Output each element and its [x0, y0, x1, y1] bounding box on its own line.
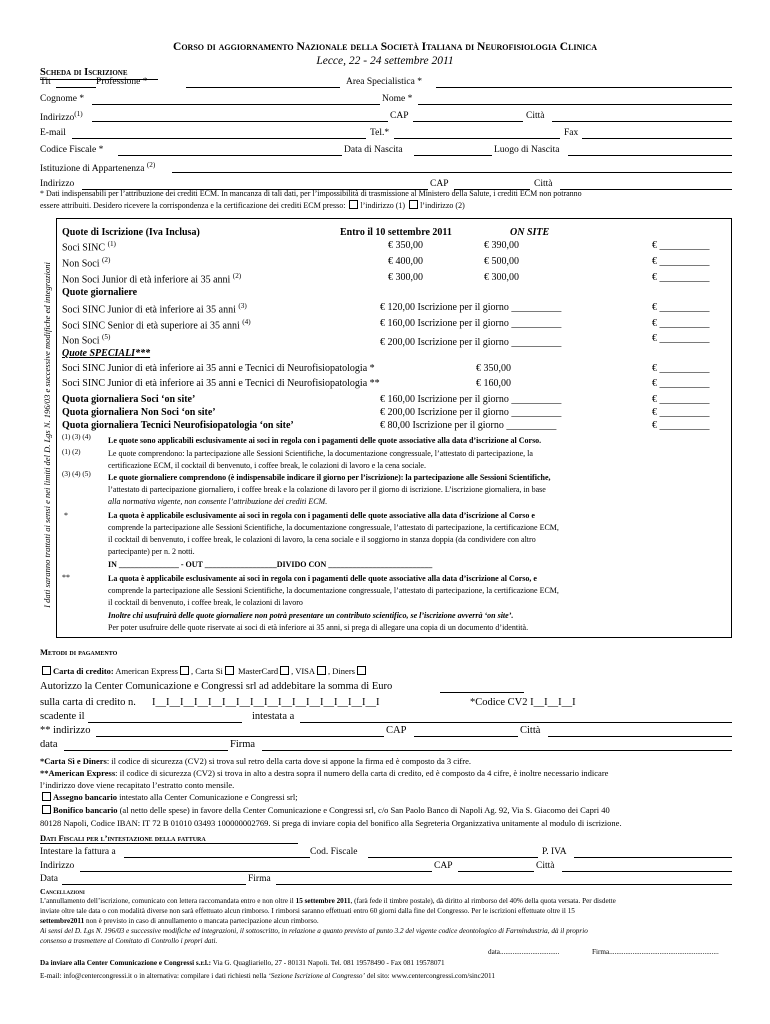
- note-text: Per poter usufruire delle quote riservate ai soci di età inferiore ai 35 anni, si prega di allegare una copia di un documento d’identità.: [108, 623, 529, 632]
- euro-field[interactable]: € __________: [652, 256, 710, 267]
- city-field[interactable]: [552, 121, 732, 122]
- cv2-note-cartasi: *Carta Sì e Diners: il codice di sicurezza (CV2) si trova sul retro della carta dove si appone la firma ed è composto da 3 cifre.: [40, 756, 471, 766]
- ecm-note-line2: essere attribuiti. Desidero ricevere la corrispondenza e la certificazione dei crediti ECM presso: l’indirizzo (1) l’indirizzo (2): [40, 201, 465, 210]
- special-row: Soci SINC Junior di età inferiore ai 35 anni e Tecnici di Neurofisiopatologia *: [62, 363, 375, 374]
- cancellation-text: inviate oltre tale data o con modalità diverse non sarà effettuato alcun rimborso. I rimborsi saranno effettuati entro 60 giorni dalla fine del Congresso. Per le iscrizioni effettuate oltre il 15: [40, 907, 575, 915]
- fax-label: Fax: [564, 128, 579, 138]
- surname-label: Cognome *: [40, 94, 85, 104]
- fee-nonsoci-onsite: € 500,00: [484, 256, 519, 267]
- institution-field[interactable]: [172, 172, 732, 173]
- note-marker: (1) (2): [62, 448, 81, 456]
- pay-date-field[interactable]: [64, 750, 228, 751]
- cartasi-checkbox[interactable]: [225, 666, 234, 675]
- note-text: partecipante) per n. 2 notti.: [108, 547, 195, 556]
- fee-row-non-soci: Non Soci $^{(2)}$: [62, 256, 111, 270]
- note-text: comprende la partecipazione alle Sessioni Scientifiche, la documentazione congressuale, l’attestato di partecipazione, la certificazione ECM,: [108, 586, 559, 595]
- city2-label: Città: [534, 179, 553, 189]
- birth-place-field[interactable]: [568, 155, 732, 156]
- euro-field[interactable]: € __________: [652, 363, 710, 374]
- email-field[interactable]: [72, 138, 366, 139]
- euro-field[interactable]: € __________: [652, 318, 710, 329]
- tel-field[interactable]: [394, 138, 560, 139]
- expiry-label: scadente il: [40, 711, 85, 722]
- registration-heading: Scheda di Iscrizione: [40, 67, 128, 78]
- invoice-taxcode-label: Cod. Fiscale: [310, 847, 358, 857]
- euro-field[interactable]: € __________: [652, 272, 710, 283]
- holder-field[interactable]: [300, 722, 732, 723]
- privacy-side-note: I dati saranno trattati ai sensi e nei limiti del D. Lgs N. 196/03 e successive modifiche ed integrazioni: [42, 262, 52, 608]
- invoice-cap-label: CAP: [434, 861, 453, 871]
- credit-card-options: Carta di credito: American Express , Carta Si MasterCard , VISA , Diners: [40, 666, 368, 676]
- fee-row-soci-sinc: Soci SINC $^{(1)}$: [62, 240, 116, 254]
- cv2-note-amex-2: l’indirizzo dove viene recapitato l’estratto conto mensile.: [40, 780, 235, 790]
- birth-place-label: Luogo di Nascita: [494, 145, 560, 155]
- room-sharing-fields[interactable]: IN _______________ - OUT __________________DIVIDO CON __________________________: [108, 560, 433, 569]
- euro-field[interactable]: € __________: [652, 378, 710, 389]
- profession-field[interactable]: [186, 87, 340, 88]
- col-onsite: ON SITE: [510, 227, 550, 238]
- special-price: € 160,00: [476, 378, 511, 389]
- special-row: Soci SINC Junior di età inferiore ai 35 anni e Tecnici di Neurofisiopatologia **: [62, 378, 380, 389]
- invoice-vat-field[interactable]: [574, 857, 732, 858]
- cv2-note-amex: **American Express: il codice di sicurezza (CV2) si trova in alto a destra sopra il numero della carta di credito, ed è composto da 4 cifre, è inoltre necessario indicare: [40, 768, 609, 778]
- note-marker: **: [62, 573, 70, 582]
- birth-date-field[interactable]: [414, 155, 492, 156]
- invoice-to-label: Intestare la fattura a: [40, 847, 116, 857]
- invoice-taxcode-field[interactable]: [368, 857, 538, 858]
- transfer-checkbox[interactable]: [42, 805, 51, 814]
- payment-heading: Metodi di pagamento: [40, 647, 118, 657]
- name-label: Nome *: [382, 94, 413, 104]
- invoice-to-field[interactable]: [124, 857, 310, 858]
- consent-date-field[interactable]: data.................................: [488, 948, 560, 956]
- daily-fees-heading: Quote giornaliere: [62, 287, 138, 298]
- note-text: La quota è applicabile esclusivamente ai soci in regola con i pagamenti delle quote associative alla data d’iscrizione al Corso e: [108, 511, 535, 520]
- tit-label: Tit: [40, 77, 51, 87]
- onsite-row: Quota giornaliera Non Soci ‘on site’: [62, 407, 216, 418]
- form-title: Corso di aggiornamento Nazionale della Società Italiana di Neurofisiologia Clinica: [173, 41, 597, 53]
- note-marker: (1) (3) (4): [62, 433, 91, 441]
- euro-field[interactable]: € __________: [652, 302, 710, 313]
- pay-cap-label: CAP: [386, 725, 407, 736]
- tit-field[interactable]: [56, 87, 96, 88]
- address1-checkbox[interactable]: [349, 200, 358, 209]
- privacy-consent-text: Ai sensi del D. Lgs N. 196/03 e successive modifiche ed integrazioni, il sottoscritto, in relazione a quanto previsto al punto 3.2 del vigente codice deontologico di Farmindustria, dà il proprio: [40, 927, 588, 935]
- cap-label: CAP: [390, 111, 409, 121]
- note-text: Inoltre chi usufruirà delle quote giornaliere non potrà presentare un contributo scientifico, se l’iscrizione avverrà ‘on site’.: [108, 611, 514, 620]
- pay-cap-field[interactable]: [414, 736, 518, 737]
- daily-row: Soci SINC Junior di età inferiore ai 35 anni $^{(3)}$: [62, 302, 247, 316]
- address2-checkbox[interactable]: [409, 200, 418, 209]
- name-field[interactable]: [418, 104, 732, 105]
- note-text: Le quote sono applicabili esclusivamente ai soci in regola con i pagamenti delle quote associative alla data d’iscrizione al Corso.: [108, 436, 542, 445]
- cheque-option: Assegno bancario intestato alla Center Comunicazione e Congressi srl;: [40, 792, 298, 802]
- note-marker: *: [64, 511, 68, 520]
- event-place-date: Lecce, 22 - 24 settembre 2011: [316, 55, 454, 67]
- city-label: Città: [526, 111, 545, 121]
- euro-field[interactable]: € __________: [652, 394, 710, 405]
- invoice-address-field[interactable]: [80, 871, 432, 872]
- authorize-text: Autorizzo la Center Comunicazione e Congressi srl ad addebitare la somma di Euro: [40, 681, 393, 692]
- invoice-address-label: Indirizzo: [40, 861, 75, 871]
- euro-field[interactable]: € __________: [652, 333, 710, 344]
- invoice-vat-label: P. IVA: [542, 847, 567, 857]
- tax-code-field[interactable]: [118, 155, 342, 156]
- transfer-option: Bonifico bancario (al netto delle spese) in favore della Center Comunicazione e Congressi srl, c/o San Paolo Banco di Napoli Ag. 92, Via S. Giacomo dei Capri 40: [40, 805, 732, 815]
- onsite-row: Quota giornaliera Soci ‘on site’: [62, 394, 196, 405]
- invoice-sign-label: Firma: [248, 874, 271, 884]
- note-text: certificazione ECM, il cocktail di benvenuto, i coffee break, le colazioni di lavoro e la cena sociale.: [108, 461, 426, 470]
- fee-junior-early: € 300,00: [388, 272, 423, 283]
- footer-address: Da inviare alla Center Comunicazione e Congressi s.r.l.: Via G. Quagliariello, 27 - 80131 Napoli. Tel. 081 19578490 - Fax 081 19578071: [40, 959, 445, 967]
- profession-label: Professione *: [96, 77, 148, 87]
- invoice-sign-field[interactable]: [276, 884, 732, 885]
- address2-label: Indirizzo: [40, 179, 75, 189]
- credit-card-checkbox[interactable]: [42, 666, 51, 675]
- onsite-price: € 200,00 Iscrizione per il giorno __________: [380, 407, 562, 418]
- cancellation-heading: Cancellazioni: [40, 887, 85, 896]
- cap-field[interactable]: [413, 121, 523, 122]
- note-text: l’attestato di partecipazione giornaliero, i coffee break e la colazione di lavoro per il giorno di iscrizione. L’iscrizione giornaliera, in base: [108, 485, 546, 494]
- note-text: comprende la partecipazione alle Sessioni Scientifiche, la documentazione congressuale, l’attestato di partecipazione, la certificazione ECM,: [108, 523, 559, 532]
- onsite-price: € 80,00 Iscrizione per il giorno __________: [380, 420, 557, 431]
- special-price: € 350,00: [476, 363, 511, 374]
- note-text: Le quote giornaliere comprendono (è indispensabile indicare il giorno per l’iscrizione): la partecipazione alle Sessioni Scientifiche,: [108, 473, 551, 482]
- privacy-consent-text: consenso a trasmettere al Comitato di Controllo i propri dati.: [40, 937, 218, 945]
- note-text: il cocktail di benvenuto, i coffee break, le colazioni di lavoro, la cena sociale e il soggiorno in stanza doppia (da condividere con altro: [108, 535, 536, 544]
- euro-field[interactable]: € __________: [652, 407, 710, 418]
- specialty-label: Area Specialistica *: [346, 77, 422, 87]
- address-field[interactable]: [92, 121, 388, 122]
- cancellation-text: L’annullamento dell’iscrizione, comunicato con lettera raccomandata entro e non oltre il 15 settembre 2011, (farà fede il timbre postale), dà diritto al rimborso del 40% della quota versata. Per disdette: [40, 897, 616, 905]
- transfer-iban: 80128 Napoli, Codice IBAN: IT 72 B 01010 03493 100000002769. Si prega di inviare copia del bonifico alla Segreteria Organizzativa unitamente al modulo di iscrizione.: [40, 818, 622, 828]
- email-label: E-mail: [40, 128, 66, 138]
- onsite-row: Quota giornaliera Tecnici Neurofisiopatologia ‘on site’: [62, 420, 294, 431]
- invoice-cap-field[interactable]: [458, 871, 534, 872]
- euro-field[interactable]: € __________: [652, 420, 710, 431]
- cv2-field[interactable]: *Codice CV2 I__I__I__I: [470, 697, 576, 708]
- note-text: Le quote comprendono: la partecipazione alle Sessioni Scientifiche, la documentazione congressuale, l’attestato di partecipazione, la: [108, 449, 533, 458]
- note-text: il cocktail di benvenuto, i coffee break, le colazioni di lavoro: [108, 598, 303, 607]
- daily-price: € 200,00 Iscrizione per il giorno __________: [380, 337, 562, 348]
- holder-label: intestata a: [252, 711, 295, 722]
- diners-checkbox[interactable]: [357, 666, 366, 675]
- daily-price: € 120,00 Iscrizione per il giorno __________: [380, 302, 562, 313]
- invoice-heading: Dati Fiscali per l’intestazione della fattura: [40, 833, 206, 843]
- note-marker: (3) (4) (5): [62, 470, 91, 478]
- card-number-field[interactable]: I__I__I__I__I__I__I__I__I__I__I__I__I__I__I__I__I: [152, 697, 380, 708]
- cap2-label: CAP: [430, 179, 449, 189]
- ecm-note-line1: * Dati indispensabili per l’attribuzione dei crediti ECM. In mancanza di tali dati, per l’impossibilità di trasmissione al Ministero della Salute, i crediti ECM non potranno: [40, 189, 582, 198]
- mastercard-checkbox[interactable]: [280, 666, 289, 675]
- fees-heading: Quote di Iscrizione (Iva Inclusa): [62, 227, 200, 238]
- onsite-price: € 160,00 Iscrizione per il giorno __________: [380, 394, 562, 405]
- institution-label: Istituzione di Appartenenza $^{(2)}$: [40, 161, 156, 175]
- pay-sign-field[interactable]: [262, 750, 732, 751]
- special-fees-heading: Quote SPECIALI***: [62, 348, 151, 359]
- fee-nonsoci-early: € 400,00: [388, 256, 423, 267]
- daily-row: Soci SINC Senior di età superiore ai 35 anni $^{(4)}$: [62, 318, 251, 332]
- daily-row: Non Soci $^{(5)}$: [62, 333, 111, 347]
- amount-field[interactable]: [440, 692, 524, 693]
- expiry-field[interactable]: [88, 722, 242, 723]
- surname-field[interactable]: [92, 104, 380, 105]
- fee-soci-onsite: € 390,00: [484, 240, 519, 251]
- consent-sign-field[interactable]: Firma.............................................................: [592, 948, 719, 956]
- pay-city-field[interactable]: [548, 736, 732, 737]
- footer-contact: E-mail: info@centercongressi.it o in alternativa: compilare i dati richiesti nella ‘Sezione Iscrizione al Congresso’ del sito: www.centercongressi.com/sinc2011: [40, 972, 495, 980]
- tel-label: Tel.*: [370, 128, 390, 138]
- pay-sign-label: Firma: [230, 739, 256, 750]
- note-text: alla normativa vigente, non consente l’attribuzione dei crediti ECM.: [108, 497, 328, 506]
- pay-city-label: Città: [520, 725, 541, 736]
- pay-address-label: ** indirizzo: [40, 725, 91, 736]
- pay-date-label: data: [40, 739, 58, 750]
- fee-row-nonsoci-junior: Non Soci Junior di età inferiore ai 35 anni $^{(2)}$: [62, 272, 242, 286]
- fee-junior-onsite: € 300,00: [484, 272, 519, 283]
- invoice-city-field[interactable]: [562, 871, 732, 872]
- cheque-checkbox[interactable]: [42, 792, 51, 801]
- amex-checkbox[interactable]: [180, 666, 189, 675]
- pay-address-field[interactable]: [96, 736, 384, 737]
- invoice-date-label: Data: [40, 874, 58, 884]
- card-number-label: sulla carta di credito n.: [40, 697, 136, 708]
- invoice-city-label: Città: [536, 861, 555, 871]
- address-label: Indirizzo$^{(1)}$: [40, 110, 83, 124]
- col-early: Entro il 10 settembre 2011: [340, 227, 452, 238]
- cancellation-text: settembre2011 non è previsto in caso di annullamento o mancata partecipazione alcun rimborso.: [40, 917, 319, 925]
- euro-field[interactable]: € __________: [652, 240, 710, 251]
- birth-date-label: Data di Nascita: [344, 145, 403, 155]
- visa-checkbox[interactable]: [317, 666, 326, 675]
- note-text: La quota è applicabile esclusivamente ai soci in regola con i pagamenti delle quote associative alla data d’iscrizione al Corso, e: [108, 574, 537, 583]
- fee-soci-early: € 350,00: [388, 240, 423, 251]
- daily-price: € 160,00 Iscrizione per il giorno __________: [380, 318, 562, 329]
- fax-field[interactable]: [582, 138, 732, 139]
- specialty-field[interactable]: [436, 87, 732, 88]
- tax-code-label: Codice Fiscale *: [40, 145, 104, 155]
- invoice-date-field[interactable]: [62, 884, 246, 885]
